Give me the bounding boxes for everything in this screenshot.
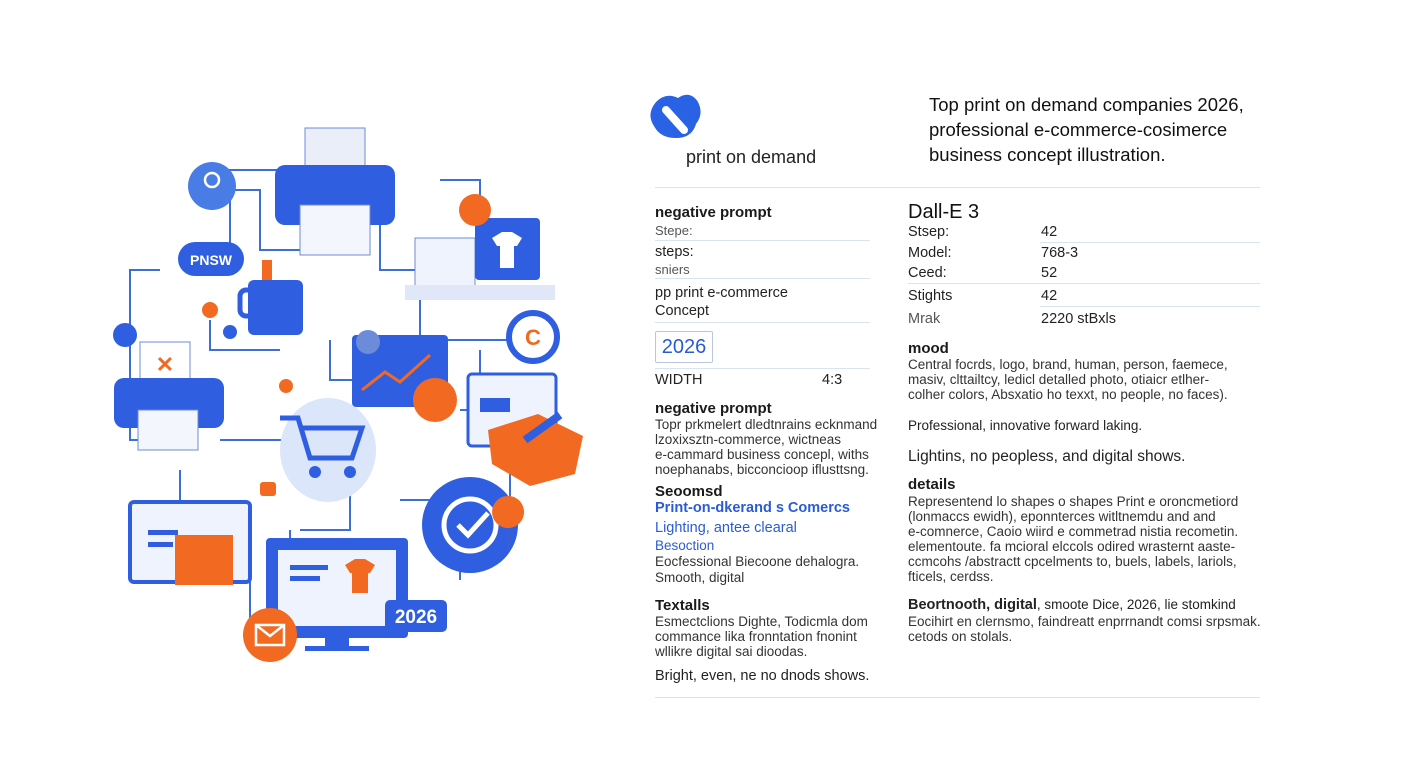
negative-prompt-text: Topr prkmelert dledtnrains ecknmand lzoxixsztn-commerce, wictneas e-cammard business concepl, withs noephanabs, bicconcioop iflusttsng. bbox=[655, 417, 878, 477]
svg-text:✕: ✕ bbox=[155, 352, 175, 377]
mood-line: Lightins, no peopless, and digital shows. bbox=[908, 448, 1186, 465]
stepe-label: Stepe: bbox=[655, 223, 693, 238]
row-value: 42 bbox=[1041, 224, 1058, 240]
mood-heading: mood bbox=[908, 340, 949, 357]
pnsw-label: PNSW bbox=[190, 252, 232, 268]
row-value: 768-3 bbox=[1041, 245, 1079, 261]
graduation-cap-icon bbox=[459, 194, 491, 226]
textalls-heading: Textalls bbox=[655, 597, 710, 614]
concept-line: Concept bbox=[655, 303, 710, 319]
row-label: Model: bbox=[908, 245, 952, 261]
negative-prompt-heading: negative prompt bbox=[655, 204, 772, 221]
divider bbox=[655, 322, 870, 323]
row-label: Mrak bbox=[908, 311, 941, 327]
width-label: WIDTH bbox=[655, 372, 703, 388]
mood-line: Professional, innovative forward laking. bbox=[908, 418, 1143, 433]
closing-text: Eocihirt en clernsmo, faindreatt enprrnandt comsi srpsmak. cetods on stolals. bbox=[908, 614, 1261, 644]
blue-highlight-line: Print-on-dkerand s Comercs bbox=[655, 500, 850, 516]
printer-icon bbox=[275, 128, 395, 255]
divider bbox=[655, 278, 870, 279]
person-icon bbox=[413, 378, 457, 422]
year-input[interactable]: 2026 bbox=[655, 331, 713, 363]
footer-divider bbox=[655, 697, 1260, 698]
title-line: professional e-commerce-cosimerce bbox=[929, 119, 1228, 140]
laptop-box-icon bbox=[130, 502, 250, 585]
model-title: Dall-E 3 bbox=[908, 201, 980, 223]
divider bbox=[908, 283, 1260, 284]
row-value: 42 bbox=[1041, 288, 1058, 304]
mood-text: Central focrds, logo, brand, human, person, faemece, masiv, clttailtcy, ledicl detalled photo, otiaicr etlher- colher colors, Absxatio ho texxt, no people, no faces). bbox=[908, 357, 1228, 402]
print-on-demand-illustration bbox=[100, 110, 600, 670]
width-value: 4:3 bbox=[822, 372, 843, 388]
title-line: business concept illustration. bbox=[929, 144, 1166, 165]
chat-heart-icon bbox=[113, 323, 137, 347]
blue-highlight-line: Besoction bbox=[655, 538, 715, 553]
divider bbox=[1040, 306, 1260, 307]
closing-bold: Beortnooth, digital bbox=[908, 597, 1037, 613]
negative-prompt-heading-2: negative prompt bbox=[655, 400, 772, 417]
divider bbox=[655, 240, 870, 241]
brand-name: print on demand bbox=[686, 147, 817, 167]
section-text: Eocfessional Biecoone dehalogra. Smooth, digital bbox=[655, 554, 860, 585]
row-value: 2220 stBxls bbox=[1041, 311, 1116, 327]
header-divider bbox=[655, 187, 1260, 188]
closing-rest: , smoote Dice, 2026, lie stomkind bbox=[1036, 597, 1236, 612]
concept-line: pp print e-commerce bbox=[655, 285, 788, 301]
mug-icon bbox=[240, 260, 303, 335]
section-heading: Seoomsd bbox=[655, 483, 723, 500]
row-label: Stsep: bbox=[908, 224, 950, 240]
divider bbox=[1040, 242, 1260, 243]
blue-highlight-line: Lighting, antee clearal bbox=[655, 520, 797, 536]
shopping-cart-icon bbox=[280, 398, 376, 502]
divider bbox=[655, 368, 870, 369]
document-t-shirt-icon bbox=[405, 218, 555, 300]
title-line: Top print on demand companies 2026, bbox=[929, 94, 1244, 115]
textalls-text: Esmectclions Dighte, Todicmla dom commance lika fronntation fnonint wllikre digital sai dioodas. bbox=[655, 614, 868, 659]
sniers-label: sniers bbox=[655, 262, 690, 277]
page-title bbox=[929, 92, 1244, 167]
closing-heading-line bbox=[908, 597, 1236, 613]
steps-label: steps: bbox=[655, 244, 694, 260]
svg-text:C: C bbox=[525, 325, 541, 350]
row-label: Stights bbox=[908, 288, 953, 304]
brand-logo-icon bbox=[648, 92, 706, 142]
small-tag-icon bbox=[260, 482, 276, 496]
details-text: Representend lo shapes o shapes Print e oroncmetiord (lonmaccs ewidh), eponnterces witltnemdu and and e-comnerce, Caoio wiird e commetrad nistia recometin. elementoute. fa mcioral elccols odired wrasternt aaste- ccmcohs /abstractt cpcelments to, buels, labels, lariols, fticels, cerdss. bbox=[908, 494, 1239, 584]
monitor-year-label: 2026 bbox=[394, 607, 438, 628]
closing-line: Bright, even, ne no dnods shows. bbox=[655, 668, 870, 684]
row-label: Ceed: bbox=[908, 265, 947, 281]
row-value: 52 bbox=[1041, 265, 1058, 281]
details-heading: details bbox=[908, 476, 956, 493]
